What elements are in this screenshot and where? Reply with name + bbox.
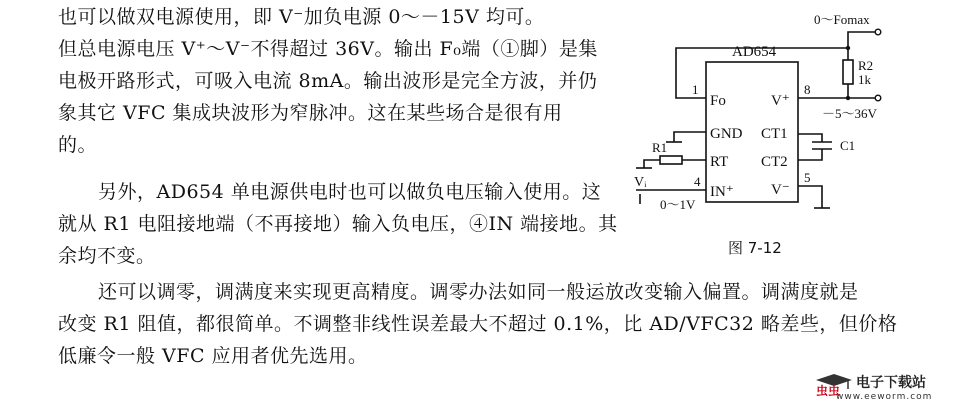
pin-number-5: 5 xyxy=(804,170,811,185)
pin-label-ct1: CT1 xyxy=(761,126,788,142)
pin-label-fo: Fo xyxy=(710,93,726,109)
chip-name: AD654 xyxy=(732,44,777,60)
site-watermark xyxy=(810,368,960,406)
pin-label-gnd: GND xyxy=(710,126,743,142)
vi-label: Vᵢ xyxy=(634,175,647,190)
resistor-r2 xyxy=(843,60,853,84)
pin-label-ct2: CT2 xyxy=(761,154,788,170)
r2-value-label: 1k xyxy=(858,72,871,87)
text-line: 象其它 VFC 集成块波形为窄脉冲。这在某些场合是很有用 xyxy=(58,102,563,124)
text-line: 改变 R1 阻值，都很简单。不调整非线性误差最大不超过 0.1%，比 AD/VFC32 略差些，但价格 xyxy=(58,313,898,335)
paragraph-negative-input xyxy=(58,176,618,272)
pin-label-vplus: V⁺ xyxy=(771,93,790,109)
paragraph-dual-supply xyxy=(58,1,598,161)
circuit-diagram xyxy=(626,10,896,230)
pin-label-inplus: IN⁺ xyxy=(710,184,734,200)
junction-dot xyxy=(846,46,850,50)
text-line: 也可以做双电源使用，即 V⁻加负电源 0～－15V 均可。 xyxy=(58,6,545,28)
supply-terminal xyxy=(875,95,881,101)
text-line: 但总电源电压 V⁺～V⁻不得超过 36V。输出 F₀端（①脚）是集 xyxy=(58,38,598,60)
figure-caption: 图 7-12 xyxy=(728,239,782,257)
junction-dot xyxy=(846,96,850,100)
vi-range-label: 0～1V xyxy=(660,197,696,212)
text-line: 另外，AD654 单电源供电时也可以做负电压输入使用。这 xyxy=(98,181,602,203)
pin-number-4: 4 xyxy=(694,174,701,189)
paragraph-zero-calibration xyxy=(58,276,897,372)
pin-label-rt: RT xyxy=(710,154,729,170)
pin-number-1: 1 xyxy=(692,82,699,97)
text-line: 低廉令一般 VFC 应用者优先选用。 xyxy=(58,345,368,367)
watermark-name: 电子下载站 xyxy=(856,375,926,391)
r1-label: R1 xyxy=(652,140,668,155)
text-line: 还可以调零，调满度来实现更高精度。调零办法如同一般运放改变输入偏置。调满度就是 xyxy=(98,281,859,303)
output-label: 0～Fomax xyxy=(814,12,870,27)
supply-label: －5～36V xyxy=(822,106,877,121)
text-line: 电极开路形式，可吸入电流 8mA。输出波形是完全方波，并仍 xyxy=(58,70,598,92)
pin-number-8: 8 xyxy=(804,82,811,97)
text-line: 的。 xyxy=(58,134,98,156)
watermark-url: www.eeworm.com xyxy=(836,392,933,402)
c1-label: C1 xyxy=(840,138,856,153)
resistor-r1 xyxy=(660,156,682,164)
output-terminal xyxy=(875,29,881,35)
pin-label-vminus: V⁻ xyxy=(771,182,790,198)
r2-name-label: R2 xyxy=(858,58,874,73)
text-line: 余均不变。 xyxy=(58,245,156,267)
svg-text:虫虫: 虫虫 xyxy=(816,384,841,396)
text-line: 就从 R1 电阻接地端（不再接地）输入负电压，④IN 端接地。其 xyxy=(58,213,618,235)
